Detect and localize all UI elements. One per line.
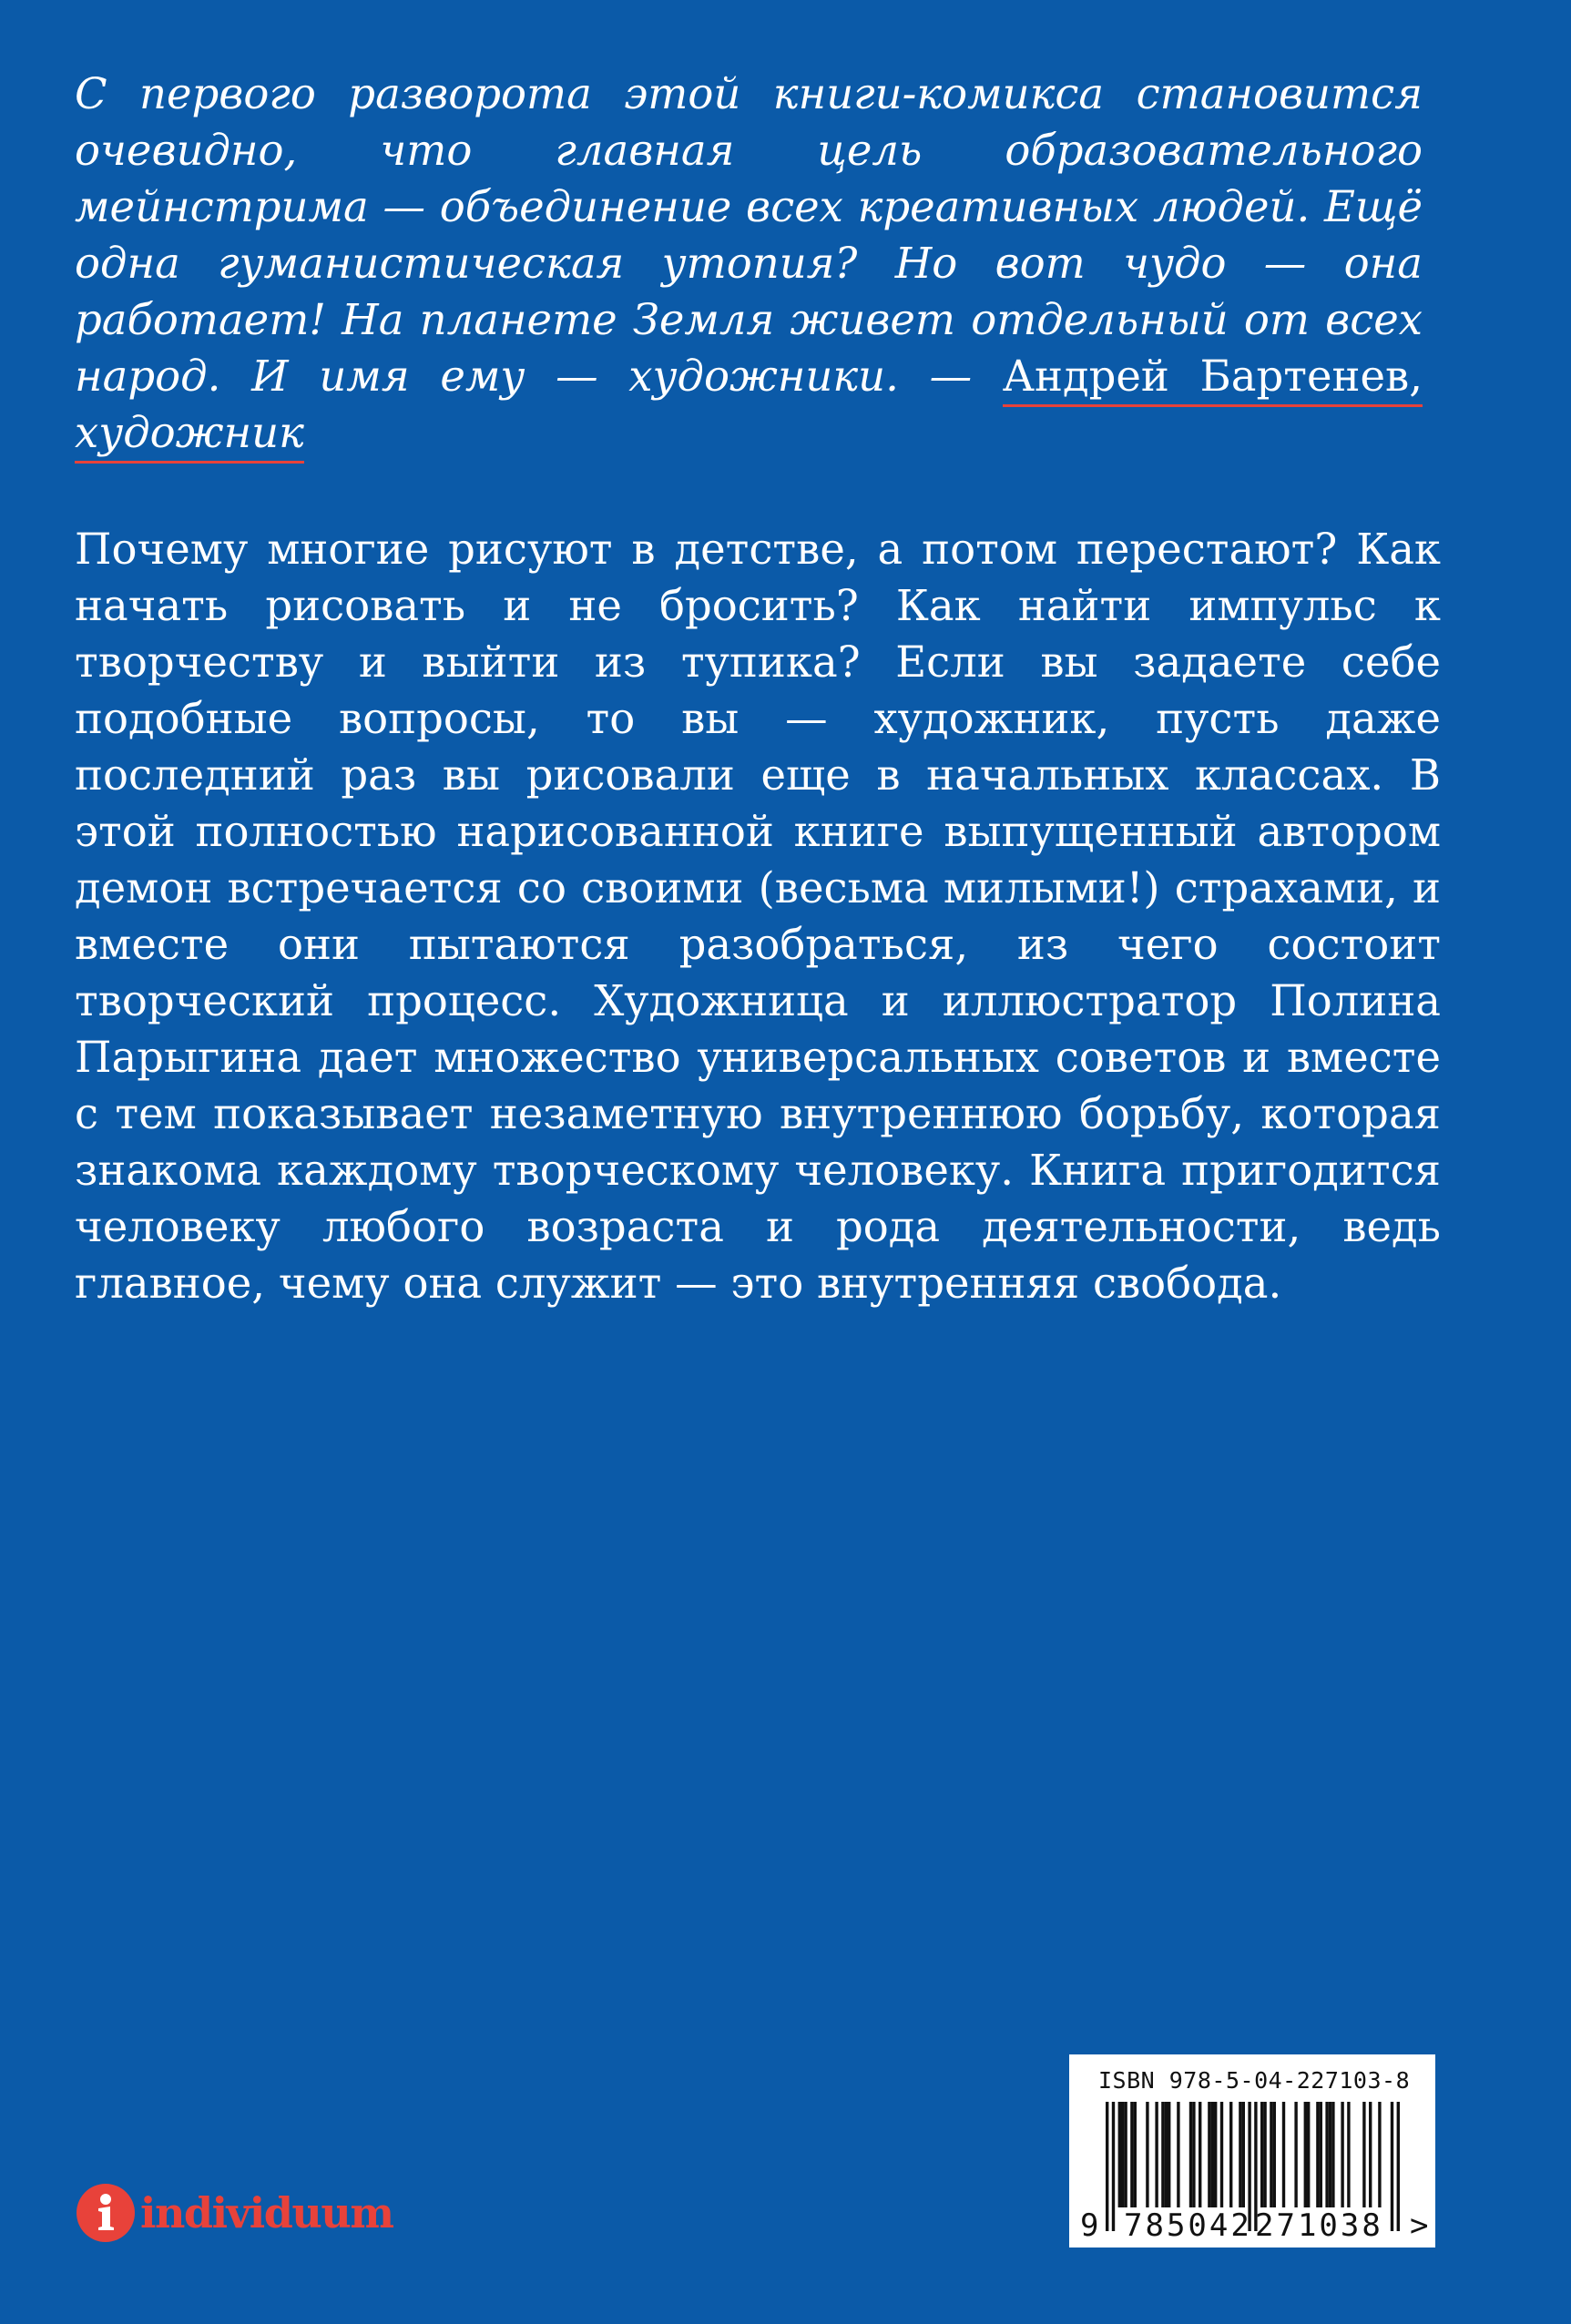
barcode-bar (1112, 2102, 1115, 2231)
barcode-bar (1320, 2102, 1322, 2207)
publisher-logo (77, 2184, 393, 2242)
barcode-bar (1347, 2102, 1350, 2207)
ean-quiet-zone-arrow: > (1410, 2207, 1429, 2244)
barcode-bar (1329, 2102, 1331, 2207)
book-description: Почему многие рисуют в детстве, а потом перестают? Как начать рисовать и не бросить? Как найти импульс к творчеству и выйти из тупика? Если вы задаете себе подобные вопросы, то вы — художник, пусть даже последний раз вы рисовали еще в начальных классах. В этой полностью нарисованной книге выпущенный автором демон встречается со своими (весьма милыми!) страхами, и вместе они пытаются разобраться, из чего состоит творческий процесс. Художница и иллюстратор Полина Парыгина дает множество универсальных советов и вместе с тем показывает незаметную внутреннюю борьбу, которая знакома каждому творческому человеку. Книга пригодится человеку любого возраста и рода деятельности, ведь главное, чему она служит — это внутренняя свобода. (75, 525, 1441, 1308)
barcode-bar (1121, 2102, 1124, 2207)
barcode-bar (1325, 2102, 1328, 2207)
barcode-bar (1239, 2102, 1241, 2207)
barcode-bar (1263, 2102, 1266, 2207)
barcode-bar (1106, 2102, 1108, 2231)
barcode-bar (1229, 2102, 1232, 2207)
barcode-bar (1165, 2102, 1168, 2207)
info-i-icon (77, 2184, 135, 2242)
barcode-bar (1307, 2102, 1310, 2207)
barcode-bar (1378, 2102, 1381, 2207)
ean-right-group: 271038 (1255, 2207, 1383, 2244)
barcode-bar (1316, 2102, 1319, 2207)
publisher-name: individuum (140, 2188, 393, 2237)
barcode-bar (1155, 2102, 1158, 2207)
quote-author-role: художник (75, 408, 304, 457)
barcode-bar (1199, 2102, 1201, 2207)
barcode-bar (1177, 2102, 1179, 2207)
barcode-bar (1168, 2102, 1170, 2207)
barcode-bar (1341, 2102, 1343, 2207)
barcode-bar (1130, 2102, 1133, 2207)
quote-author: Андрей Бартенев (1002, 352, 1410, 401)
barcode-bar (1208, 2102, 1210, 2207)
barcode-bar (1214, 2102, 1217, 2207)
quote-separator: , (1409, 352, 1423, 401)
barcode-bar (1161, 2102, 1164, 2207)
barcode-bar (1146, 2102, 1148, 2207)
endorsement-quote (75, 66, 1423, 461)
barcode-bar (1192, 2102, 1195, 2207)
barcode-bar (1118, 2102, 1121, 2207)
barcode-bar (1124, 2102, 1127, 2207)
barcode-bar (1260, 2102, 1263, 2207)
barcode-bar (1294, 2102, 1297, 2207)
barcode-bar (1134, 2102, 1137, 2207)
barcode-bar (1362, 2102, 1365, 2207)
barcode-bar (1397, 2102, 1400, 2231)
barcode-bar (1369, 2102, 1372, 2207)
isbn-barcode (1069, 2054, 1435, 2248)
barcode-bar (1189, 2102, 1192, 2207)
barcode-bar (1270, 2102, 1272, 2207)
barcode-bar (1391, 2102, 1393, 2231)
barcode-bar (1331, 2102, 1334, 2207)
isbn-label: ISBN 978-5-04-227103-8 (1098, 2067, 1411, 2094)
barcode-bar (1220, 2102, 1223, 2207)
barcode-bar (1282, 2102, 1285, 2207)
barcode-bar (1242, 2102, 1245, 2207)
barcode-bar (1304, 2102, 1307, 2207)
barcode-bar (1273, 2102, 1276, 2207)
quote-text: С первого разворота этой книги-комикса становится очевидно, что главная цель образовательного мейнстрима — объединение всех креативных людей. Ещё одна гуманистическая утопия? Но вот чудо — она работает! На планете Земля живет отдельный от всех народ. И имя ему — художники. — (75, 69, 1423, 401)
ean-left-group: 785042 (1124, 2207, 1252, 2244)
barcode-bar (1211, 2102, 1214, 2207)
ean-first-digit: 9 (1080, 2207, 1099, 2244)
